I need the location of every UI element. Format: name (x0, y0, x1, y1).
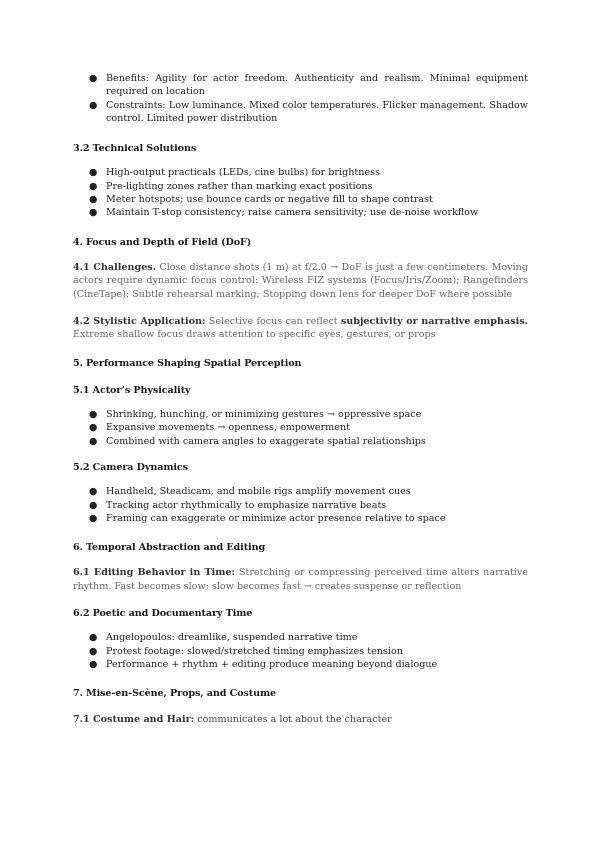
list-item: ● Constraints: Low luminance. Mixed color temperatures. Flicker management. Shadow control. Limited power distribution (89, 99, 528, 124)
subsection-heading-5-2: 5.2 Camera Dynamics (73, 461, 188, 473)
section-heading-5: 5. Performance Shaping Spatial Perception (73, 358, 302, 370)
document-page (73, 70, 528, 726)
list-item: ● Framing can exaggerate or minimize actor presence relative to space (89, 512, 446, 524)
bullet-list-benefits-constraints (73, 72, 528, 125)
list-item: ● Meter hotspots; use bounce cards or negative fill to shape contrast (89, 194, 433, 206)
bullet-list-camera-dynamics (73, 485, 528, 525)
list-item: ● Handheld, Steadicam, and mobile rigs amplify movement cues (89, 486, 411, 498)
list-item: ● Angelopoulos: dreamlike, suspended narrative time (89, 632, 358, 644)
bullet-icon: ● (89, 499, 98, 511)
bullet-icon: ● (89, 645, 98, 657)
list-item: ● Tracking actor rhythmically to emphasize narrative beats (89, 499, 387, 511)
section-heading-7: 7. Mise-en-Scène, Props, and Costume (73, 688, 276, 700)
list-item: ● Combined with camera angles to exaggerate spatial relationships (89, 435, 426, 447)
section-heading-3-2: 3.2 Technical Solutions (73, 143, 197, 155)
list-item: ● Benefits: Agility for actor freedom. Authenticity and realism. Minimal equipment required on location (89, 73, 528, 98)
bullet-list-poetic-documentary (73, 631, 528, 671)
list-item: ● High-output practicals (LEDs, cine bulbs) for brightness (89, 167, 380, 179)
bullet-icon: ● (89, 180, 98, 192)
paragraph-7-1: 7.1 Costume and Hair: communicates a lot about the character (73, 713, 392, 725)
subsection-heading-5-1: 5.1 Actor’s Physicality (73, 384, 191, 396)
list-item: ● Shrinking, hunching, or minimizing gestures → oppressive space (89, 409, 422, 421)
list-item: ● Pre-lighting zones rather than marking exact positions (89, 180, 373, 192)
bullet-icon: ● (89, 632, 98, 644)
section-heading-4: 4. Focus and Depth of Field (DoF) (73, 236, 252, 248)
section-heading-6: 6. Temporal Abstraction and Editing (73, 542, 266, 554)
bullet-icon: ● (89, 486, 98, 498)
list-item: ● Expansive movements → openness, empowerment (89, 422, 350, 434)
list-item: ● Performance + rhythm + editing produce meaning beyond dialogue (89, 658, 438, 670)
bullet-icon: ● (89, 435, 98, 447)
subsection-heading-6-2: 6.2 Poetic and Documentary Time (73, 608, 253, 620)
list-item: ● Maintain T-stop consistency; raise camera sensitivity; use de-noise workflow (89, 207, 479, 219)
bullet-icon: ● (89, 422, 98, 434)
bullet-icon: ● (89, 167, 98, 179)
bullet-icon: ● (89, 658, 98, 670)
bullet-list-actor-physicality (73, 408, 528, 448)
bullet-icon: ● (89, 207, 98, 219)
paragraph-6-1: 6.1 Editing Behavior in Time: Stretching or compressing perceived time alters narrative rhythm. Fast becomes slow; slow becomes fast → creates suspense or reflection (73, 567, 528, 592)
list-item: ● Protest footage: slowed/stretched timing emphasizes tension (89, 645, 403, 657)
bullet-icon: ● (89, 512, 98, 524)
paragraph-4-2: 4.2 Stylistic Application: Selective focus can reflect subjectivity or narrative emphasis. Extreme shallow focus draws attention to specific eyes, gestures, or props (73, 315, 528, 341)
paragraph-4-1: 4.1 Challenges. Close distance shots (1 m) at f/2.0 → DoF is just a few centimeters. Moving actors require dynamic focus control: Wireless FIZ systems (Focus/Iris/Zoom); Rangefinders (CineTape); Subtle rehearsal marking; Stopping down lens for deeper DoF where possible (73, 261, 528, 300)
bullet-icon: ● (89, 409, 98, 421)
bullet-icon: ● (89, 73, 98, 84)
bullet-list-technical-solutions (73, 166, 528, 219)
bullet-icon: ● (89, 194, 98, 206)
bullet-icon: ● (89, 99, 98, 111)
